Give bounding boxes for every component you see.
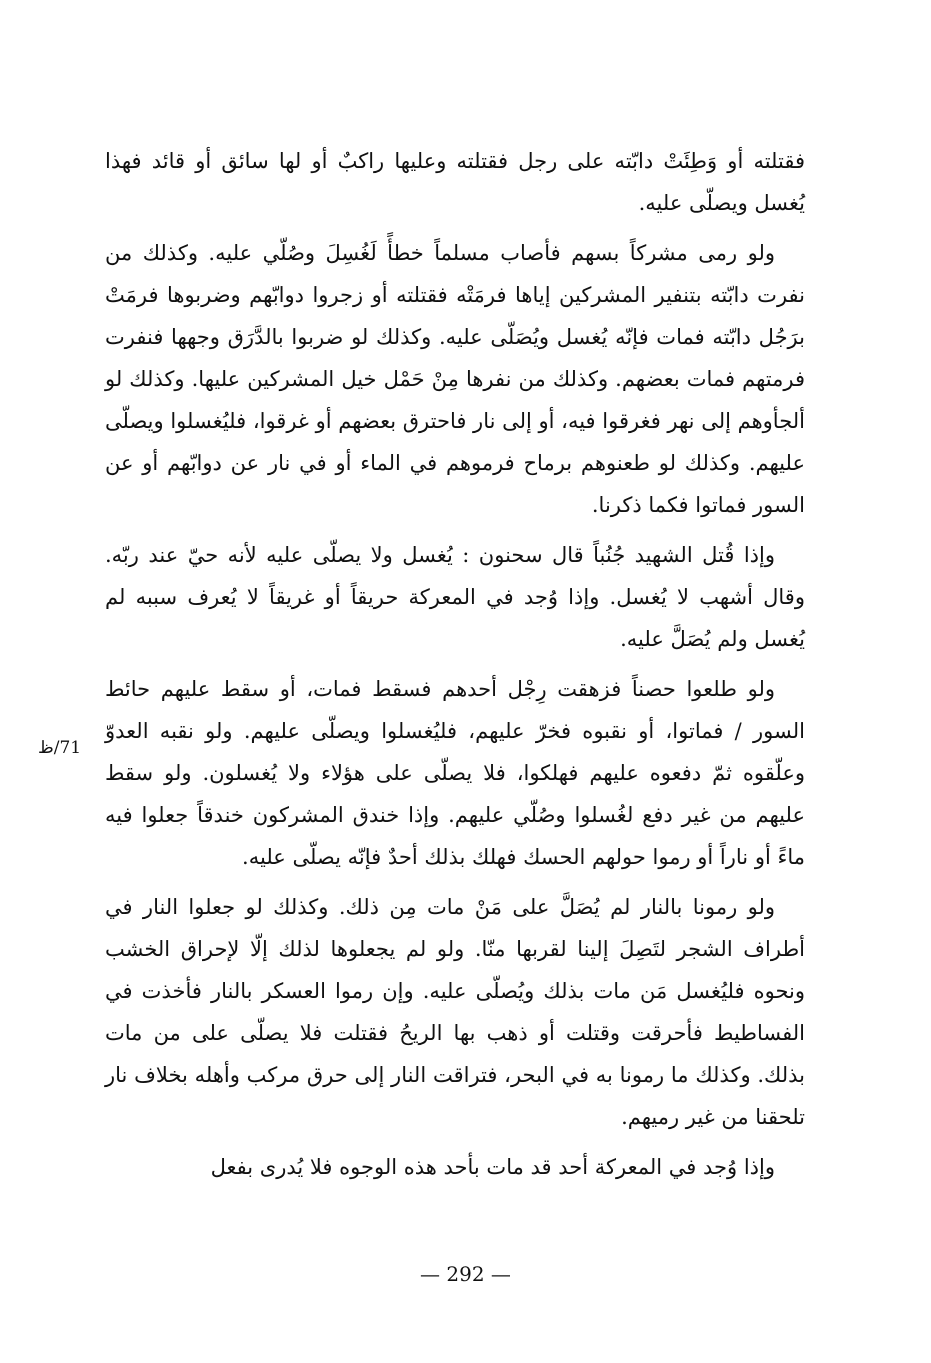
paragraph: ولو طلعوا حصناً فزهقت رِجْل أحدهم فسقط فمات، أو سقط عليهم حائط السور / فماتوا، أو نقبوه فخرّ عليهم، فليُغسلوا ويصلّى عليهم. ولو نقبه العدوّ وعلّقوه ثمّ دفعوه عليهم فهلكوا، فلا يصلّى على هؤلاء ولا يُغسلون. ولو سقط عليهم من غير دفع لغُسلوا وصُلّي عليهم. وإذا خندق المشركون خندقاً جعلوا فيه ماءً أو ناراً أو رموا حولهم الحسك فهلك بذلك أحدٌ فإنّه يصلّى عليه. [105, 677, 805, 869]
paragraph: وإذا قُتل الشهيد جُنُباً قال سحنون : يُغسل ولا يصلّى عليه لأنه حيّ عند ربّه. وقال أشهب لا يُغسل. وإذا وُجد في المعركة حريقاً أو غريقاً لا يُعرف سببه لم يُغسل ولم يُصَلَّ عليه. [105, 543, 805, 651]
page-number: — 292 — [420, 1262, 511, 1286]
paragraph: فقتلته أو وَطِئَتْ دابّته على رجل فقتلته وعليها راكبٌ أو لها سائق أو قائد فهذا يُغسل ويصلّى عليه. [105, 149, 805, 215]
paragraph: وإذا وُجد في المعركة أحد قد مات بأحد هذه الوجوه فلا يُدرى بفعل [210, 1155, 775, 1179]
folio-margin-note: 71/ظ [38, 738, 82, 758]
paragraph: ولو رمونا بالنار لم يُصَلَّ على مَنْ مات مِن ذلك. وكذلك لو جعلوا النار في أطراف الشجر لتَصِلَ إلينا لقربها منّا. ولو لم يجعلوها لذلك إلّا لإحراق الخشب ونحوه فليُغسل مَن مات بذلك ويُصلّى عليه. وإن رموا العسكر بالنار فأخذت في الفساطيط فأحرقت وقتلت أو ذهب بها الريحُ فقتلت فلا يصلّى على من مات بذلك. وكذلك ما رمونا به في البحر، فتراقت النار إلى حرق مركب وأهله بخلاف نار تلحقنا من غير رميهم. [105, 895, 805, 1129]
body-text [105, 140, 805, 1196]
paragraph: ولو رمى مشركاً بسهم فأصاب مسلماً خطأً لَغُسِلَ وصُلّي عليه. وكذلك من نفرت دابّته بتنفير المشركين إياها فرمَتْه فقتلته أو زجروا دوابّهم وضربوها فرمَتْ برَجُل دابّته فمات فإنّه يُغسل ويُصَلّى عليه. وكذلك لو ضربوا بالدَّرَق وجهها فنفرت فرمتهم فمات بعضهم. وكذلك من نفرها مِنْ حَمْل خيل المشركين عليها. وكذلك لو ألجأوهم إلى نهر فغرقوا فيه، أو إلى نار فاحترق بعضهم أو غرقوا، فليُغسلوا ويصلّى عليهم. وكذلك لو طعنوهم برماح فرموهم في الماء أو في نار عن دوابّهم أو عن السور فماتوا فكما ذكرنا. [105, 241, 805, 517]
